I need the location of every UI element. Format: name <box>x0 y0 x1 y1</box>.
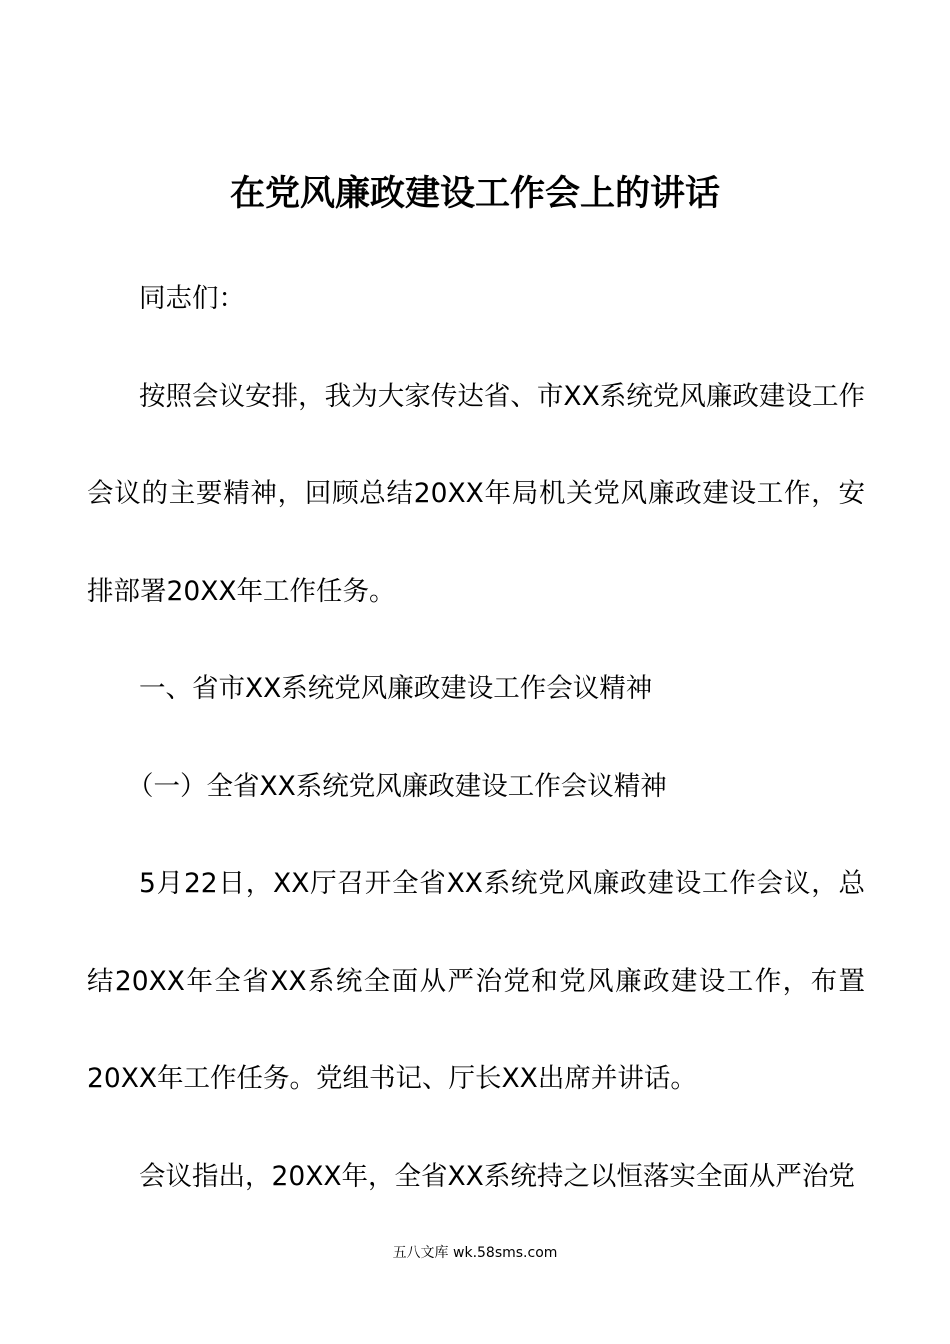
section-heading-1: 一、省市XX系统党风廉政建设工作会议精神 <box>139 673 653 704</box>
salutation-paragraph: 同志们： <box>139 283 245 314</box>
subsection-heading-1-1: （一）全省XX系统党风廉政建设工作会议精神 <box>127 770 667 802</box>
document-title: 在党风廉政建设工作会上的讲话 <box>229 174 720 215</box>
footer-watermark: 五八文库 wk.58sms.com <box>392 1245 558 1261</box>
meeting-summary-paragraph: 5月22日，XX厅召开全省XX系统党风廉政建设工作会议，总结20XX年全省XX系统全面从严治党和党风廉政建设工作，布置20XX年工作任务。党组书记、厅长XX出席并讲话。 <box>87 868 865 1094</box>
document-body <box>87 250 865 1225</box>
meeting-points-paragraph: 会议指出，20XX年，全省XX系统持之以恒落实全面从严治党 <box>139 1160 855 1192</box>
intro-paragraph: 按照会议安排，我为大家传达省、市XX系统党风廉政建设工作会议的主要精神，回顾总结20XX年局机关党风廉政建设工作，安排部署20XX年工作任务。 <box>87 380 865 607</box>
